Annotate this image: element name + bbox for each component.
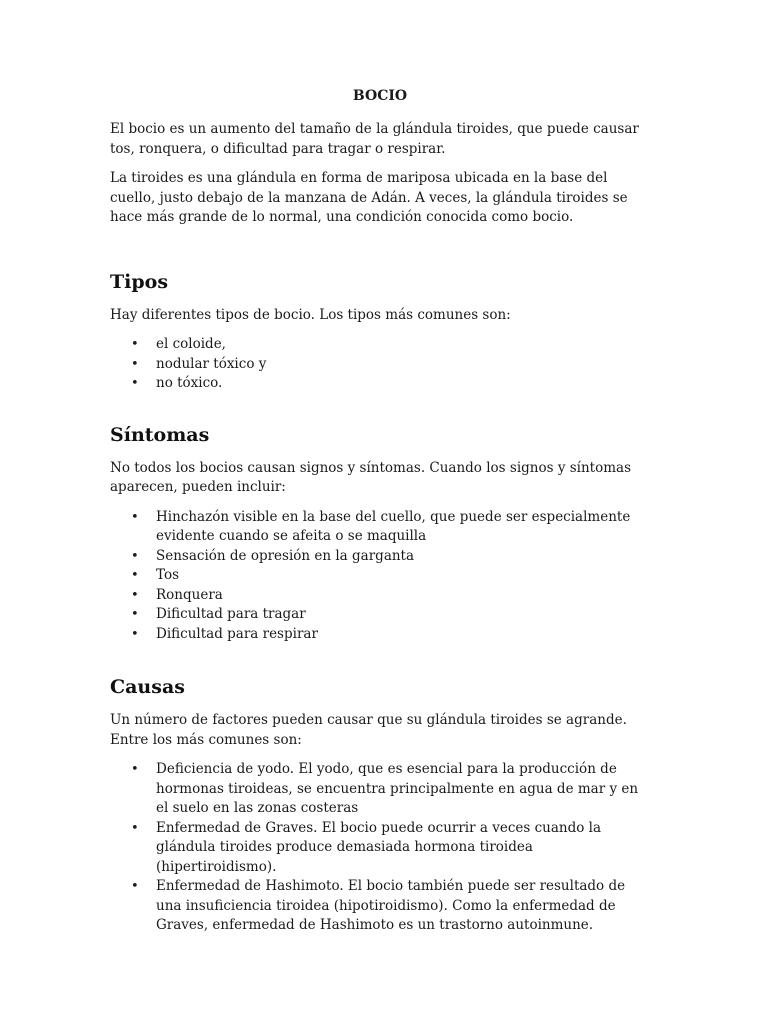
list-item	[110, 335, 650, 355]
bullet-icon: •	[131, 509, 139, 525]
bullet-icon: •	[131, 626, 139, 642]
list-item-text: Sensación de opresión en la garganta	[156, 547, 415, 564]
list-item	[110, 547, 650, 567]
list-item	[110, 508, 650, 547]
bullet-icon: •	[131, 607, 139, 622]
list-item	[110, 819, 650, 878]
list-item-text: el coloide,	[156, 336, 226, 352]
list-item-text: Dificultad para tragar	[156, 606, 306, 622]
list-item	[110, 625, 650, 645]
bullet-icon: •	[131, 879, 139, 894]
document-page	[110, 86, 650, 936]
list-item-text: Tos	[156, 567, 180, 583]
intro-paragraph-1: El bocio es un aumento del tamaño de la glándula tiroides, que puede causar tos, ronquera, o dificultad para tragar o respirar.	[110, 121, 639, 157]
list-item	[110, 566, 650, 586]
section-text-sintomas: No todos los bocios causan signos y síntomas. Cuando los signos y síntomas aparecen, pueden incluir:	[110, 459, 632, 495]
section-heading-sintomas: Síntomas	[110, 423, 210, 446]
bullet-icon: •	[131, 376, 139, 391]
bullet-icon: •	[131, 587, 139, 603]
bullet-icon: •	[131, 337, 139, 352]
section-text-causas: Un número de factores pueden causar que su glándula tiroides se agrande. Entre los más comunes son:	[110, 712, 627, 748]
list-item-text: nodular tóxico y	[156, 355, 267, 372]
list-item	[110, 877, 650, 936]
list-item-text: Dificultad para respirar	[156, 625, 318, 642]
section-heading-tipos: Tipos	[110, 270, 169, 293]
list-item-text: Deficiencia de yodo. El yodo, que es esencial para la producción de hormonas tiroideas, se encuentra principalmente en agua de mar y en el suelo en las zonas costeras	[156, 761, 639, 816]
list-item-text: Enfermedad de Graves. El bocio puede ocurrir a veces cuando la glándula tiroides produce demasiada hormona tiroidea (hipertiroidismo).	[156, 819, 602, 875]
list-item	[110, 355, 650, 375]
intro-paragraph-2: La tiroides es una glándula en forma de mariposa ubicada en la base del cuello, justo debajo de la manzana de Adán. A veces, la glándula tiroides se hace más grande de lo normal, una condición conocida como bocio.	[110, 170, 628, 225]
bullet-icon: •	[131, 762, 139, 777]
bullet-icon: •	[131, 568, 139, 583]
bullet-list-sintomas	[110, 508, 650, 645]
list-item-text: Hinchazón visible en la base del cuello, que puede ser especialmente evidente cuando se afeita o se maquilla	[156, 508, 631, 544]
bullet-icon: •	[131, 356, 139, 372]
list-item	[110, 760, 650, 819]
bullet-icon: •	[131, 548, 139, 564]
list-item-text: Ronquera	[156, 586, 223, 603]
document-title: BOCIO	[352, 88, 408, 104]
list-item-text: Enfermedad de Hashimoto. El bocio también puede ser resultado de una insuficiencia tiroidea (hipotiroidismo). Como la enfermedad de Graves, enfermedad de Hashimoto es un trastorno autoinmune.	[156, 878, 626, 933]
bullet-list-tipos	[110, 335, 650, 394]
list-item	[110, 586, 650, 606]
bullet-icon: •	[131, 820, 139, 836]
section-text-tipos: Hay diferentes tipos de bocio. Los tipos más comunes son:	[110, 306, 511, 323]
list-item	[110, 374, 650, 394]
list-item	[110, 605, 650, 625]
section-heading-causas: Causas	[110, 676, 185, 698]
list-item-text: no tóxico.	[156, 375, 223, 391]
bullet-list-causas	[110, 760, 650, 936]
